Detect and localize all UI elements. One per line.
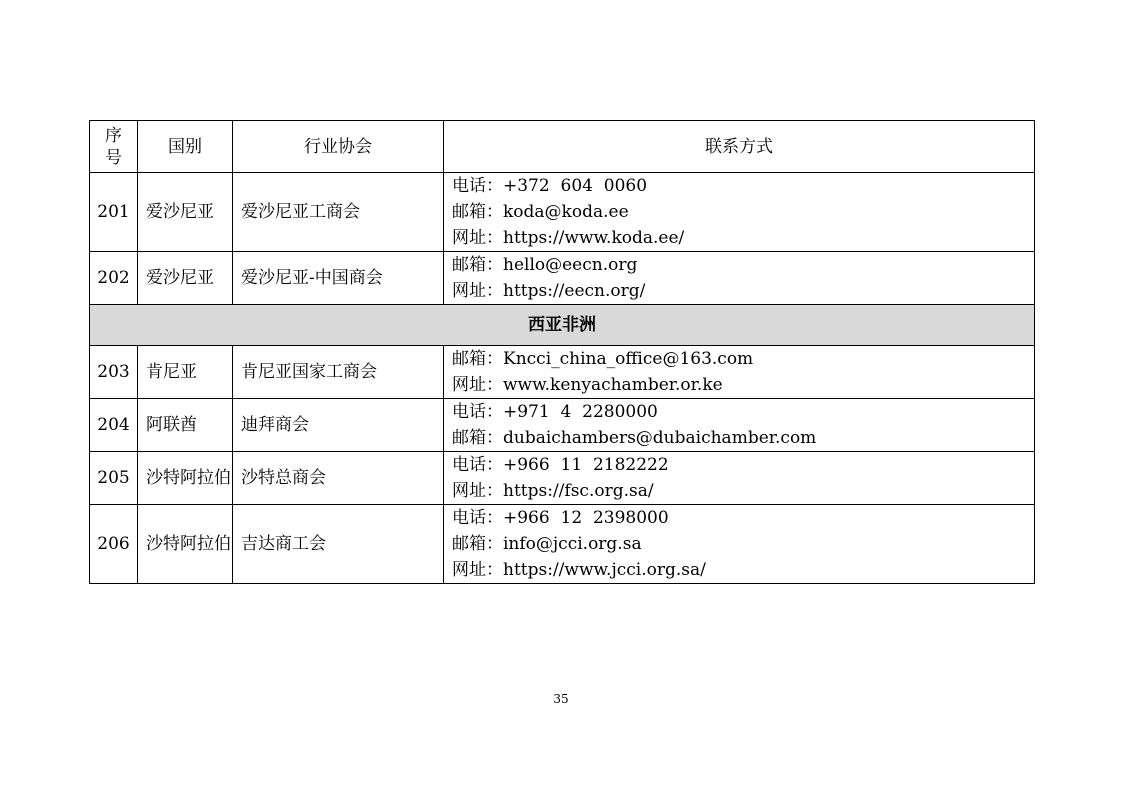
region-heading-row [90, 305, 1035, 346]
header-serial-number: 序 号 [90, 121, 138, 173]
contact-line: 网址：https://www.koda.ee/ [452, 228, 685, 248]
contact-line: 邮箱：Kncci_china_office@163.com [452, 349, 754, 369]
table-header-row [90, 121, 1035, 173]
row-association: 沙特总商会 [233, 452, 444, 505]
contact-line: 电话：+971 4 2280000 [452, 402, 658, 422]
row-serial-number: 201 [90, 173, 138, 252]
row-country: 肯尼亚 [138, 346, 233, 399]
header-contact: 联系方式 [444, 121, 1035, 173]
association-contact-table [89, 120, 1035, 584]
contact-line: 电话：+372 604 0060 [452, 176, 648, 196]
contact-line: 邮箱：dubaichambers@dubaichamber.com [452, 428, 817, 448]
row-country: 爱沙尼亚 [138, 173, 233, 252]
contact-line: 电话：+966 12 2398000 [452, 508, 669, 528]
row-country: 沙特阿拉伯 [138, 505, 233, 584]
contact-line: 网址：https://fsc.org.sa/ [452, 481, 654, 501]
row-association: 爱沙尼亚-中国商会 [233, 252, 444, 305]
contact-line: 电话：+966 11 2182222 [452, 455, 669, 475]
contact-line: 网址：https://eecn.org/ [452, 281, 646, 301]
row-country: 爱沙尼亚 [138, 252, 233, 305]
contact-line: 网址：https://www.jcci.org.sa/ [452, 560, 706, 580]
row-contact-info [444, 452, 1035, 505]
contact-line: 网址：www.kenyachamber.or.ke [452, 375, 723, 395]
contact-line: 邮箱：info@jcci.org.sa [452, 534, 642, 554]
header-country: 国别 [138, 121, 233, 173]
table-row [90, 505, 1035, 584]
row-contact-info [444, 252, 1035, 305]
page-number: 35 [553, 692, 569, 706]
row-serial-number: 202 [90, 252, 138, 305]
table-row [90, 399, 1035, 452]
row-serial-number: 205 [90, 452, 138, 505]
table-row [90, 252, 1035, 305]
row-serial-number: 204 [90, 399, 138, 452]
row-contact-info [444, 346, 1035, 399]
row-association: 迪拜商会 [233, 399, 444, 452]
table-row [90, 452, 1035, 505]
row-association: 爱沙尼亚工商会 [233, 173, 444, 252]
header-association: 行业协会 [233, 121, 444, 173]
row-contact-info [444, 505, 1035, 584]
contact-line: 邮箱：koda@koda.ee [452, 202, 629, 222]
row-association: 肯尼亚国家工商会 [233, 346, 444, 399]
contact-line: 邮箱：hello@eecn.org [452, 255, 638, 275]
row-country: 阿联酋 [138, 399, 233, 452]
contact-table-container [89, 120, 1034, 584]
row-serial-number: 206 [90, 505, 138, 584]
table-row [90, 346, 1035, 399]
row-contact-info [444, 173, 1035, 252]
table-row [90, 173, 1035, 252]
row-association: 吉达商工会 [233, 505, 444, 584]
row-serial-number: 203 [90, 346, 138, 399]
row-contact-info [444, 399, 1035, 452]
region-heading: 西亚非洲 [90, 305, 1035, 346]
row-country: 沙特阿拉伯 [138, 452, 233, 505]
